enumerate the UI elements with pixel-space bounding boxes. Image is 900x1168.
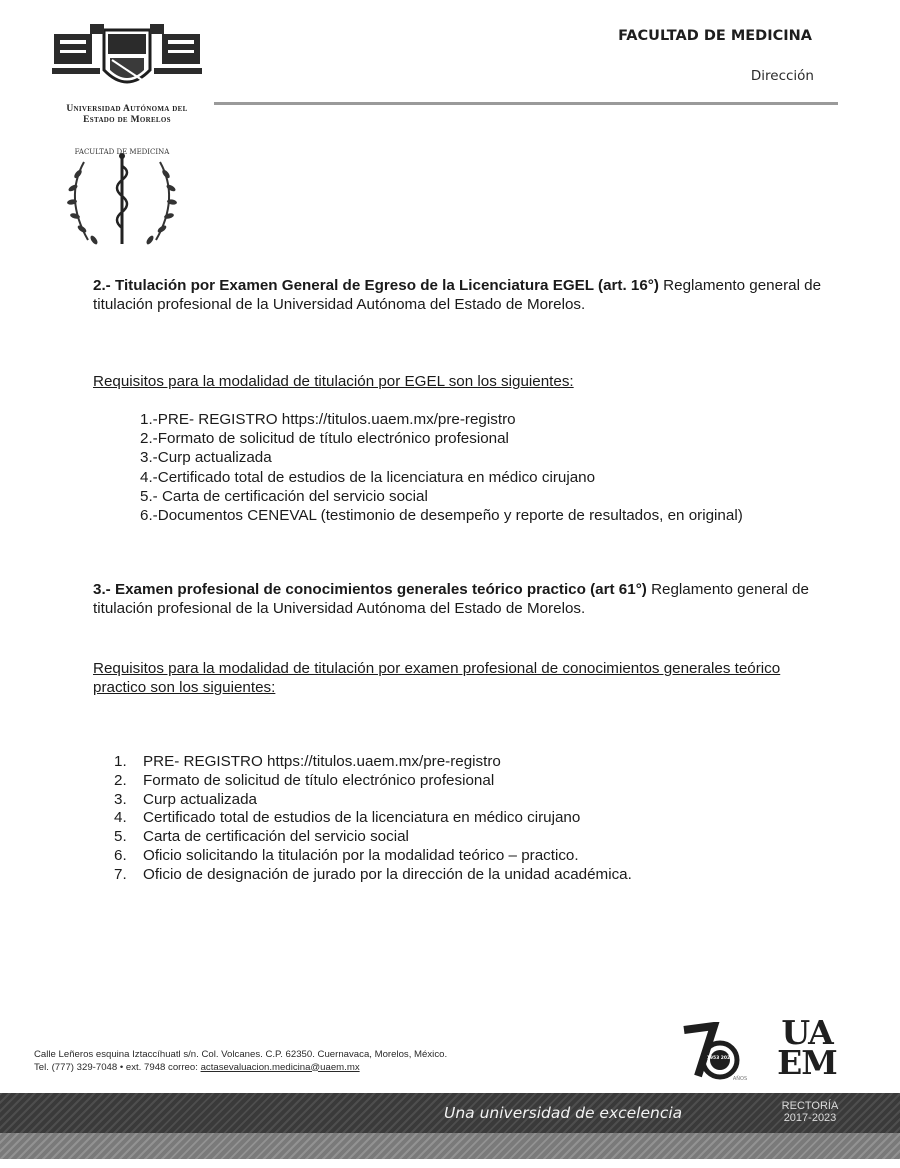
list-item: 3.-Curp actualizada xyxy=(140,449,272,467)
faculty-title: FACULTAD DE MEDICINA xyxy=(618,28,812,44)
footer-address xyxy=(34,1049,447,1074)
list-item xyxy=(114,772,632,791)
anniversary-70-logo xyxy=(680,1022,750,1084)
department-label: Dirección xyxy=(750,68,814,84)
anniversary-years: 1953 2023 xyxy=(706,1056,734,1061)
rectoria-period: 2017-2023 xyxy=(783,1112,837,1124)
list-item: 1.-PRE- REGISTRO https://titulos.uaem.mx/pre-registro xyxy=(140,411,516,428)
section-3-requirements-heading: Requisitos para la modalidad de titulación por examen profesional de conocimientos generales teórico practico son los siguientes: xyxy=(93,660,781,696)
list-item-text: Formato de solicitud de título electrónico profesional xyxy=(143,771,495,789)
rectoria-label: RECTORÍA xyxy=(781,1100,839,1112)
list-item-number: 3. xyxy=(114,790,127,808)
list-item-number: 4. xyxy=(114,809,127,827)
anniversary-label: AÑOS xyxy=(732,1076,748,1082)
rectoria-badge xyxy=(772,1100,848,1124)
section-3-requirements-list xyxy=(114,753,632,885)
list-item xyxy=(114,828,632,847)
section-3-title xyxy=(93,580,823,618)
list-item xyxy=(114,847,632,866)
university-name-line2: Estado de Morelos xyxy=(83,115,171,125)
list-item: 4.-Certificado total de estudios de la licenciatura en médico cirujano xyxy=(140,468,596,486)
list-item-number: 6. xyxy=(114,846,127,864)
faculty-seal-logo xyxy=(58,142,186,256)
list-item-number: 5. xyxy=(114,828,127,846)
university-name xyxy=(52,104,202,126)
list-item: 5.- Carta de certificación del servicio social xyxy=(140,487,428,505)
email-link[interactable]: actasevaluacion.medicina@uaem.mx xyxy=(200,1061,360,1073)
section-2-requirements-heading: Requisitos para la modalidad de titulación por EGEL son los siguientes: xyxy=(93,373,574,390)
section-2-requirements-list xyxy=(140,410,743,525)
list-item xyxy=(114,791,632,810)
section-2-title-rest: Reglamento general de titulación profesional de la Universidad Autónoma del Estado de Morelos. xyxy=(93,277,822,313)
list-item-text: Curp actualizada xyxy=(143,790,257,808)
list-item xyxy=(114,753,632,772)
phone-text: Tel. (777) 329-7048 • ext. 7948 correo: xyxy=(34,1061,201,1073)
section-2-title-bold: 2.- Titulación por Examen General de Egreso de la Licenciatura EGEL (art. 16°) xyxy=(93,277,659,294)
list-item xyxy=(114,866,632,885)
list-item: 6.-Documentos CENEVAL (testimonio de desempeño y reporte de resultados, en original) xyxy=(140,507,743,525)
uaem-logo-line2: EM xyxy=(777,1043,837,1082)
list-item: 2.-Formato de solicitud de título electrónico profesional xyxy=(140,430,509,448)
header-divider xyxy=(214,102,838,105)
section-2-title xyxy=(93,276,823,314)
list-item-number: 1. xyxy=(114,753,127,770)
contact-line xyxy=(34,1062,447,1075)
seal-text: FACULTAD DE MEDICINA xyxy=(74,148,170,156)
list-item-number: 7. xyxy=(114,865,127,883)
address-line: Calle Leñeros esquina Iztaccíhuatl s/n. Col. Volcanes. C.P. 62350. Cuernavaca, Morelos, México. xyxy=(34,1049,448,1060)
footer-slogan: Una universidad de excelencia xyxy=(444,1104,683,1122)
section-3-title-rest: Reglamento general de titulación profesional de la Universidad Autónoma del Estado de Morelos. xyxy=(93,581,809,617)
uaem-logo-line1: UA xyxy=(781,1013,833,1052)
list-item-text: PRE- REGISTRO https://titulos.uaem.mx/pre-registro xyxy=(143,753,501,770)
list-item xyxy=(114,809,632,828)
uaem-logo xyxy=(776,1013,838,1082)
university-crest-logo xyxy=(52,24,202,102)
footer-band-lower xyxy=(0,1133,900,1159)
list-item-text: Oficio solicitando la titulación por la modalidad teórico – practico. xyxy=(143,846,579,864)
section-3-title-bold: 3.- Examen profesional de conocimientos generales teórico practico (art 61°) xyxy=(93,581,647,598)
list-item-number: 2. xyxy=(114,771,127,789)
list-item-text: Carta de certificación del servicio social xyxy=(143,828,409,846)
list-item-text: Certificado total de estudios de la licenciatura en médico cirujano xyxy=(143,809,581,827)
university-name-line1: Universidad Autónoma del xyxy=(66,104,188,114)
list-item-text: Oficio de designación de jurado por la dirección de la unidad académica. xyxy=(143,865,632,883)
